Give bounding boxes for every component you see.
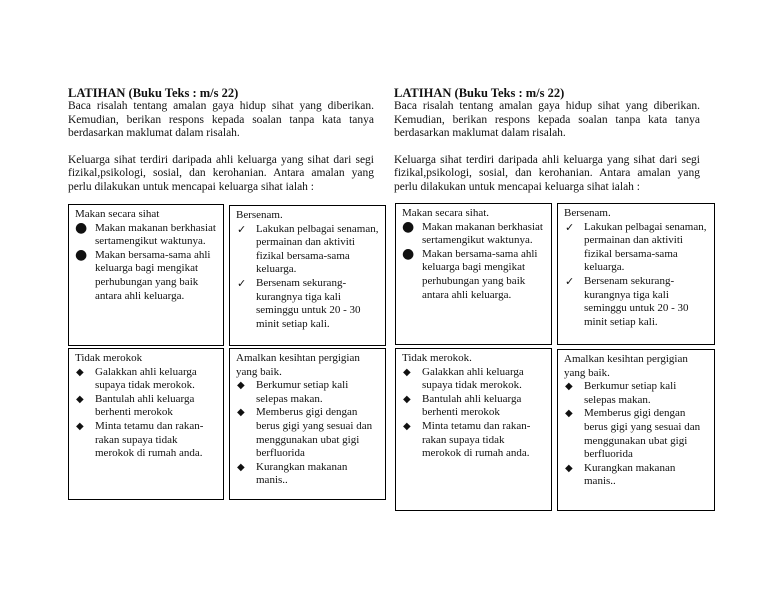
diamond-bullet-icon: ◆ — [76, 420, 84, 432]
diamond-bullet-icon: ◆ — [565, 462, 573, 474]
list-item: ◆ Galakkan ahli keluarga supaya tidak merokok. — [403, 365, 524, 392]
diamond-bullet-icon: ◆ — [403, 366, 411, 378]
checkmark-icon: ✓ — [565, 220, 575, 234]
list-item: ✓ Lakukan pelbagai senaman, permainan dan aktiviti fizikal bersama-sama keluarga. — [237, 222, 379, 276]
bullet-dot-icon: ● — [75, 219, 88, 236]
box-heading: Tidak merokok. — [402, 352, 472, 364]
box-heading: Amalkan kesihtan pergigian yang baik. — [564, 353, 688, 379]
box-tidak-merokok — [68, 348, 224, 500]
box-heading: Amalkan kesihtan pergigian yang baik. — [236, 352, 360, 378]
box-makan-sihat — [68, 204, 224, 346]
diamond-bullet-icon: ◆ — [76, 393, 84, 405]
checkmark-icon: ✓ — [237, 222, 247, 236]
list-item: ◆ Memberus gigi dengan berus gigi yang sesuai dan menggunakan ubat gigi berfluorida — [237, 406, 373, 460]
list-item: ◆ Minta tetamu dan rakan-rakan supaya tidak merokok di rumah anda. — [76, 419, 204, 460]
box-heading: Makan secara sihat. — [402, 207, 490, 219]
intro-text: Keluarga sihat terdiri daripada ahli keluarga yang sihat dari segi fizikal,psikologi, sosial, dan kerohanian. Antara amalan yang perlu dilakukan untuk mencapai keluarga sihat ialah : — [68, 153, 374, 193]
list-item: ◆ Bantulah ahli keluarga berhenti merokok — [403, 392, 522, 419]
instructions-text: Baca risalah tentang amalan gaya hidup sihat yang diberikan. Kemudian, berikan respons kepada soalan tanpa kata tanya berdasarkan maklumat dalam risalah. — [68, 100, 374, 139]
box-heading: Bersenam. — [236, 209, 283, 221]
diamond-bullet-icon: ◆ — [403, 420, 411, 432]
list-item: ◆ Bantulah ahli keluarga berhenti merokok — [76, 392, 195, 419]
list-item: ● Makan makanan berkhasiat sertamengikut waktunya. — [75, 219, 216, 248]
diamond-bullet-icon: ◆ — [237, 380, 245, 392]
diamond-bullet-icon: ◆ — [76, 366, 84, 378]
box-heading: Bersenam. — [564, 207, 611, 219]
box-kesihatan-pergigian — [229, 348, 386, 500]
box-tidak-merokok — [395, 348, 552, 511]
list-item: ◆ Galakkan ahli keluarga supaya tidak merokok. — [76, 365, 197, 392]
list-item: ◆ Berkumur setiap kali selepas makan. — [237, 379, 349, 405]
bullet-dot-icon: ● — [75, 246, 88, 263]
worksheet-title: LATIHAN (Buku Teks : m/s 22) — [68, 86, 239, 100]
list-item: ● Makan makanan berkhasiat sertamengikut waktunya. — [402, 218, 543, 247]
checkmark-icon: ✓ — [565, 274, 575, 288]
list-item: ● Makan bersama-sama ahli keluarga bagi mengikat perhubungan yang baik antara ahli keluarga. — [402, 245, 538, 301]
diamond-bullet-icon: ◆ — [237, 461, 245, 473]
list-item: ✓ Bersenam sekurang-kurangnya tiga kali seminggu untuk 20 - 30 minit setiap kali. — [237, 276, 361, 330]
box-bersenam — [557, 203, 715, 345]
list-item: ◆ Kurangkan makanan manis.. — [237, 460, 348, 487]
box-heading: Makan secara sihat — [75, 208, 160, 220]
list-item: ◆ Berkumur setiap kali selepas makan. — [565, 380, 677, 406]
list-item: ◆ Kurangkan makanan manis.. — [565, 461, 676, 488]
box-makan-sihat — [395, 203, 552, 345]
diamond-bullet-icon: ◆ — [565, 381, 573, 393]
worksheet-right — [394, 86, 700, 194]
intro-text: Keluarga sihat terdiri daripada ahli keluarga yang sihat dari segi fizikal,psikologi, sosial, dan kerohanian. Antara amalan yang perlu dilakukan untuk mencapai keluarga sihat ialah : — [394, 153, 700, 193]
diamond-bullet-icon: ◆ — [237, 407, 245, 419]
worksheet-title: LATIHAN (Buku Teks : m/s 22) — [394, 86, 565, 100]
diamond-bullet-icon: ◆ — [565, 408, 573, 420]
list-item: ◆ Minta tetamu dan rakan-rakan supaya tidak merokok di rumah anda. — [403, 419, 531, 460]
diamond-bullet-icon: ◆ — [403, 393, 411, 405]
instructions-text: Baca risalah tentang amalan gaya hidup sihat yang diberikan. Kemudian, berikan respons kepada soalan tanpa kata tanya berdasarkan maklumat dalam risalah. — [394, 100, 700, 139]
list-item: ✓ Lakukan pelbagai senaman, permainan dan aktiviti fizikal bersama-sama keluarga. — [565, 220, 707, 274]
box-bersenam — [229, 205, 386, 346]
bullet-dot-icon: ● — [402, 218, 415, 235]
bullet-dot-icon: ● — [402, 245, 415, 262]
box-heading: Tidak merokok — [75, 352, 143, 364]
worksheet-left — [68, 86, 374, 194]
box-kesihatan-pergigian — [557, 349, 715, 511]
list-item: ◆ Memberus gigi dengan berus gigi yang sesuai dan menggunakan ubat gigi berfluorida — [565, 407, 701, 461]
list-item: ✓ Bersenam sekurang-kurangnya tiga kali seminggu untuk 20 - 30 minit setiap kali. — [565, 274, 689, 328]
checkmark-icon: ✓ — [237, 276, 247, 290]
list-item: ● Makan bersama-sama ahli keluarga bagi mengikat perhubungan yang baik antara ahli keluarga. — [75, 246, 211, 302]
